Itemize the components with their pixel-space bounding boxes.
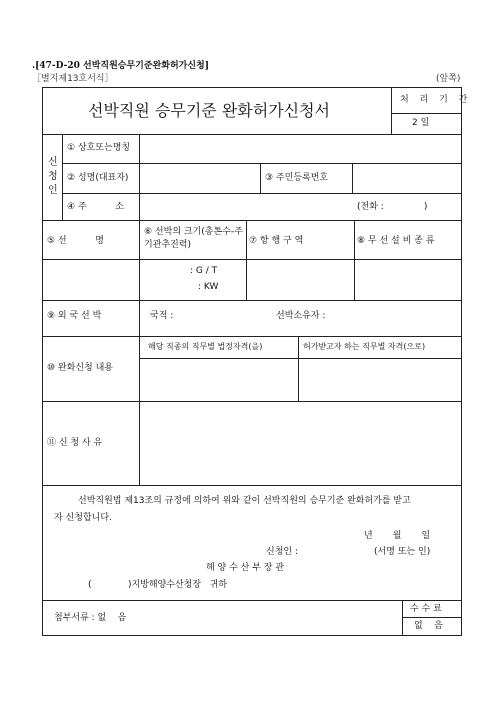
col-line	[62, 134, 63, 220]
title-divider	[391, 87, 392, 134]
relief-col2-label: 허가받고자 하는 직무별 자격(으로)	[303, 342, 426, 351]
annex-label: ［별지제13호서식］	[32, 74, 114, 84]
resident-no-field[interactable]	[353, 164, 461, 192]
nationality-field[interactable]	[180, 305, 270, 329]
address-field[interactable]	[140, 194, 350, 219]
col-line	[139, 300, 140, 336]
minister-label: 해 양 수 산 부 장 관	[206, 563, 285, 573]
relief-col1-label: 해당 직종의 직무별 법정자격(을)	[148, 342, 263, 351]
attachments-label: 첨부서류 : 없 음	[54, 613, 127, 623]
applicant-name-label: ② 성명(대표자)	[67, 173, 129, 183]
resident-no-label: ③ 주민등록번호	[265, 173, 329, 183]
applicant-section-char: 인	[48, 185, 58, 196]
relief-label: ⑩ 완화신청 내용	[47, 363, 113, 373]
legal-qualification-field[interactable]	[140, 359, 297, 400]
declaration-text-2: 자 신청합니다.	[54, 513, 112, 523]
form-title: 선박직원 승무기준 완화허가신청서	[88, 101, 331, 120]
applicant-sign-label: 신청인 :	[266, 547, 298, 557]
radio-field[interactable]	[355, 260, 461, 299]
applicant-section-char: 신	[48, 157, 58, 168]
ship-size-label: ⑥ 선박의 크기(총톤수-주기관추진력)	[144, 227, 243, 250]
trade-name-label: ① 상호또는명칭	[67, 143, 131, 153]
applicant-name-field[interactable]	[140, 164, 259, 192]
processing-divider	[391, 113, 462, 114]
ship-name-field[interactable]	[43, 260, 138, 299]
requested-qualification-field[interactable]	[299, 359, 461, 400]
nationality-label: 국적 :	[150, 311, 174, 321]
form-code: .[47-D-20 선박직원승무기준완화허가신청]	[32, 61, 209, 71]
ship-name-label: ⑤ 선 명	[47, 236, 104, 246]
route-field[interactable]	[247, 260, 353, 299]
row-line	[402, 617, 462, 618]
date-line: 년 월 일	[364, 531, 431, 541]
col-line	[402, 600, 403, 636]
regional-office-field[interactable]	[95, 577, 125, 591]
row-line	[42, 600, 462, 601]
sign-or-seal-label: (서명 또는 인)	[374, 547, 431, 557]
applicant-sign-field[interactable]	[310, 544, 372, 558]
reason-label: ⑪ 신 청 사 유	[47, 438, 103, 448]
fee-label: 수 수 료	[410, 604, 442, 614]
row-line	[42, 300, 462, 301]
address-label: ④ 주 소	[67, 202, 124, 212]
col-line	[139, 220, 140, 300]
regional-office-label: )지방해양수산청장 귀하	[128, 580, 228, 590]
owner-field[interactable]	[340, 305, 458, 329]
radio-label: ⑧ 무 선 설 비 종 류	[357, 236, 435, 246]
processing-value: 2 일	[412, 118, 430, 128]
trade-name-field[interactable]	[140, 135, 461, 162]
row-line	[42, 485, 462, 486]
row-line	[42, 220, 462, 221]
phone-label: (전화 : )	[357, 202, 428, 212]
fee-value: 없 음	[414, 621, 443, 631]
col-line	[260, 163, 261, 193]
route-label: ⑦ 항 행 구 역	[249, 236, 304, 246]
office-open-paren: (	[88, 580, 92, 590]
owner-label: 선박소유자 :	[276, 311, 326, 321]
gt-unit: : G / T	[190, 266, 218, 276]
applicant-section-char: 청	[48, 171, 58, 182]
processing-label: 처 리 기 간	[400, 95, 472, 105]
reason-field[interactable]	[140, 402, 461, 484]
kw-unit: : KW	[198, 282, 219, 292]
row-line	[42, 336, 462, 337]
side-label: (앞쪽)	[436, 74, 461, 84]
foreign-ship-label: ⑨ 외 국 선 박	[47, 311, 102, 321]
declaration-text-1: 선박직원법 제13조의 규정에 의하여 위와 같이 선박직원의 승무기준 완화허가를 받고	[78, 496, 411, 506]
